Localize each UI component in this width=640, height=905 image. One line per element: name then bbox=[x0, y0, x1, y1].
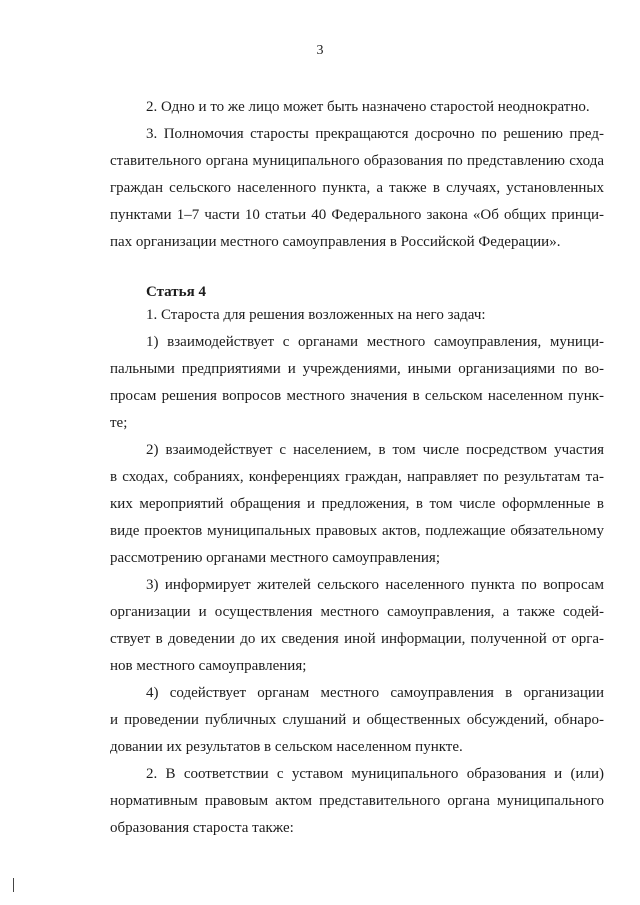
list-item-line: довании их результатов в сельском населенном пункте. bbox=[110, 739, 463, 755]
paragraph-line: ставительного органа муниципального образования по представлению схода bbox=[110, 153, 604, 169]
paragraph-line: пах организации местного самоуправления в Российской Федерации». bbox=[110, 234, 561, 250]
list-item-line: организации и осуществления местного самоуправления, а также содей- bbox=[110, 604, 604, 620]
paragraph-line: 2. Одно и то же лицо может быть назначено старостой неоднократно. bbox=[146, 99, 590, 115]
paragraph-line: 1. Староста для решения возложенных на него задач: bbox=[146, 307, 486, 323]
paragraph-line: 2. В соответствии с уставом муниципального образования и (или) bbox=[146, 766, 604, 782]
list-item-line: и проведении публичных слушаний и общественных обсуждений, обнаро- bbox=[110, 712, 604, 728]
paragraph-line: нормативным правовым актом представительного органа муниципального bbox=[110, 793, 604, 809]
paragraph-line: образования староста также: bbox=[110, 820, 294, 836]
paragraph-line: пунктами 1–7 части 10 статьи 40 Федерального закона «Об общих принци- bbox=[110, 207, 604, 223]
list-item-line: просам решения вопросов местного значения в сельском населенном пунк- bbox=[110, 388, 604, 404]
article-heading: Статья 4 bbox=[146, 284, 206, 300]
list-item-line: те; bbox=[110, 415, 128, 431]
list-item-line: нов местного самоуправления; bbox=[110, 658, 307, 674]
page-number: 3 bbox=[316, 43, 324, 58]
list-item-line: рассмотрению органами местного самоуправления; bbox=[110, 550, 440, 566]
list-item-line: виде проектов муниципальных правовых актов, подлежащие обязательному bbox=[110, 523, 604, 539]
list-item-line: в сходах, собраниях, конференциях граждан, направляет по результатам та- bbox=[110, 469, 604, 485]
list-item-line: 2) взаимодействует с населением, в том числе посредством участия bbox=[146, 442, 604, 458]
list-item-line: 1) взаимодействует с органами местного самоуправления, муници- bbox=[146, 334, 604, 350]
margin-mark bbox=[13, 878, 14, 892]
paragraph-line: граждан сельского населенного пункта, а также в случаях, установленных bbox=[110, 180, 604, 196]
list-item-line: пальными предприятиями и учреждениями, иными организациями по во- bbox=[110, 361, 604, 377]
list-item-line: ствует в доведении до их сведения иной информации, полученной от орга- bbox=[110, 631, 604, 647]
list-item-line: 4) содействует органам местного самоуправления в организации bbox=[146, 685, 604, 701]
list-item-line: 3) информирует жителей сельского населенного пункта по вопросам bbox=[146, 577, 604, 593]
paragraph-line: 3. Полномочия старосты прекращаются досрочно по решению пред- bbox=[146, 126, 604, 142]
list-item-line: ких мероприятий обращения и предложения, в том числе оформленные в bbox=[110, 496, 604, 512]
